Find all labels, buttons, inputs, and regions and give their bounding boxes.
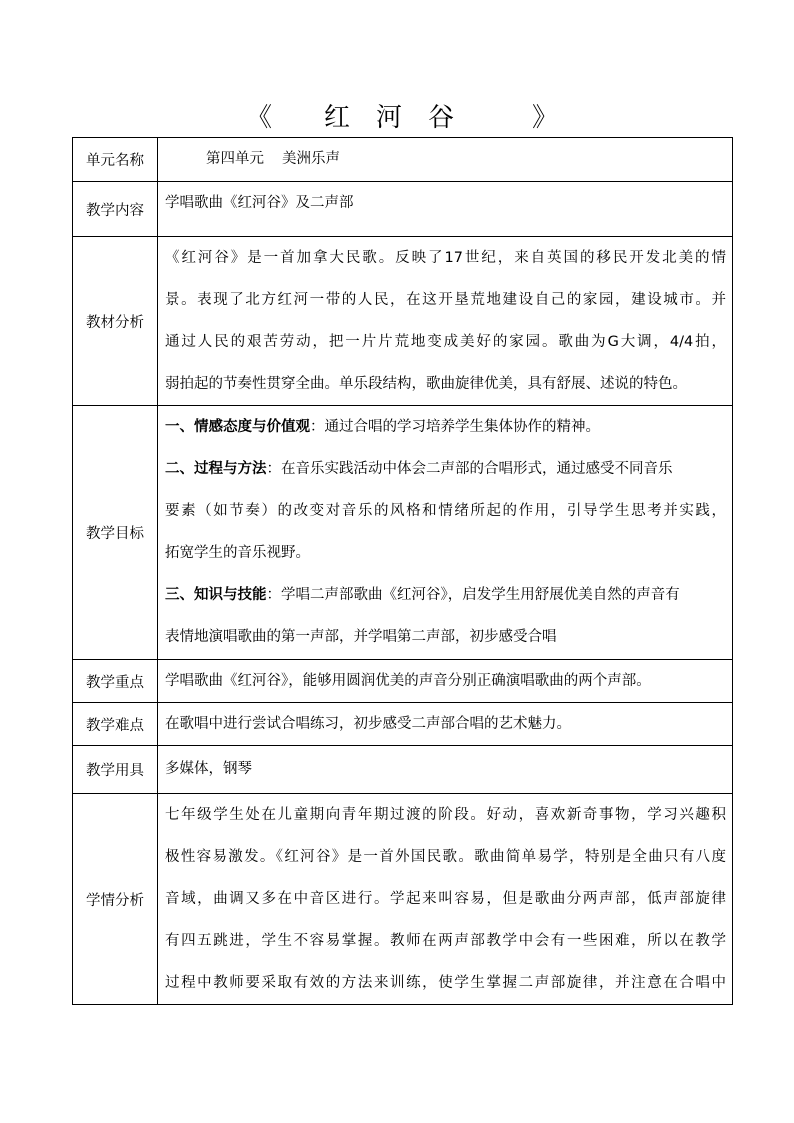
key-points-value-cell xyxy=(158,660,733,703)
table-row-analysis xyxy=(73,237,733,406)
analysis-line-2: 景。表现了北方红河一带的人民，在这开垦荒地建设自己的家园，建设城市。并 xyxy=(165,292,726,308)
goal-3-line-1 xyxy=(165,574,726,616)
label-unit-name: 单元名称 xyxy=(73,138,158,182)
unit-number: 第四单元 xyxy=(206,151,264,167)
tools-value-cell xyxy=(158,746,733,794)
learners-value-cell xyxy=(158,794,733,1005)
table-row-goals xyxy=(73,406,733,660)
key-points-text: 学唱歌曲《红河谷》，能够用圆润优美的声音分别正确演唱歌曲的两个声部。 xyxy=(165,673,651,689)
content-value-cell xyxy=(158,182,733,237)
learners-line-4: 有四五跳进，学生不容易掌握。教师在两声部教学中会有一些困难，所以在教学 xyxy=(165,933,726,949)
label-key-points: 教学重点 xyxy=(73,660,158,703)
goal-3-heading: 三、知识与技能 xyxy=(165,587,267,603)
learners-line-3: 音域，曲调又多在中音区进行。学起来叫容易，但是歌曲分两声部，低声部旋律 xyxy=(165,891,726,907)
analysis-value-cell xyxy=(158,237,733,406)
analysis-line-4: 弱拍起的节奏性贯穿全曲。单乐段结构，歌曲旋律优美，具有舒展、述说的特色。 xyxy=(165,376,687,392)
goal-1 xyxy=(165,406,726,448)
goals-value-cell xyxy=(158,406,733,660)
label-teaching-content: 教学内容 xyxy=(73,182,158,237)
lesson-plan-table xyxy=(72,137,733,1005)
goal-1-heading: 一、情感态度与价值观 xyxy=(165,419,310,435)
goal-3-text-1: ：学唱二声部歌曲《红河谷》，启发学生用舒展优美自然的声音有 xyxy=(266,587,680,603)
label-teaching-goals: 教学目标 xyxy=(73,406,158,660)
label-teaching-tools: 教学用具 xyxy=(73,746,158,794)
table-row-unit xyxy=(73,138,733,182)
goal-1-text: ：通过合唱的学习培养学生集体协作的精神。 xyxy=(310,419,600,435)
learners-line-1: 七年级学生处在儿童期向青年期过渡的阶段。好动，喜欢新奇事物，学习兴趣积 xyxy=(165,807,726,823)
difficulties-value-cell xyxy=(158,703,733,746)
unit-value-cell xyxy=(158,138,733,182)
analysis-line-1: 《红河谷》是一首加拿大民歌。反映了17世纪，来自英国的移民开发北美的情 xyxy=(165,250,726,266)
table-row-learners xyxy=(73,794,733,1005)
difficulties-text: 在歌唱中进行尝试合唱练习，初步感受二声部合唱的艺术魅力。 xyxy=(165,716,571,732)
table-row-key-points xyxy=(73,660,733,703)
learners-line-5: 过程中教师要采取有效的方法来训练，使学生掌握二声部旋律，并注意在合唱中 xyxy=(165,975,726,991)
learners-line-2: 极性容易激发。《红河谷》是一首外国民歌。歌曲简单易学，特别是全曲只有八度 xyxy=(165,849,726,865)
label-difficulties: 教学难点 xyxy=(73,703,158,746)
goal-2-line-3: 拓宽学生的音乐视野。 xyxy=(165,545,310,561)
goal-2-line-2: 要素（如节奏）的改变对音乐的风格和情绪所起的作用，引导学生思考并实践， xyxy=(165,503,726,519)
analysis-line-3: 通过人民的艰苦劳动，把一片片荒地变成美好的家园。歌曲为G大调，4/4拍， xyxy=(165,334,726,350)
label-learner-analysis: 学情分析 xyxy=(73,794,158,1005)
document-title: 《 红 河 谷 》 xyxy=(245,103,558,133)
table-row-content xyxy=(73,182,733,237)
tools-text: 多媒体，钢琴 xyxy=(165,761,252,777)
table-row-tools xyxy=(73,746,733,794)
goal-2-heading: 二、过程与方法 xyxy=(165,461,267,477)
goal-2-line-1 xyxy=(165,448,726,490)
content-text: 学唱歌曲《红河谷》及二声部 xyxy=(165,195,354,211)
label-material-analysis: 教材分析 xyxy=(73,237,158,406)
goal-2-text-1: ：在音乐实践活动中体会二声部的合唱形式，通过感受不同音乐 xyxy=(266,461,673,477)
unit-name: 美洲乐声 xyxy=(282,151,340,167)
table-row-difficulties xyxy=(73,703,733,746)
goal-3-line-2: 表情地演唱歌曲的第一声部，并学唱第二声部，初步感受合唱 xyxy=(165,629,557,645)
